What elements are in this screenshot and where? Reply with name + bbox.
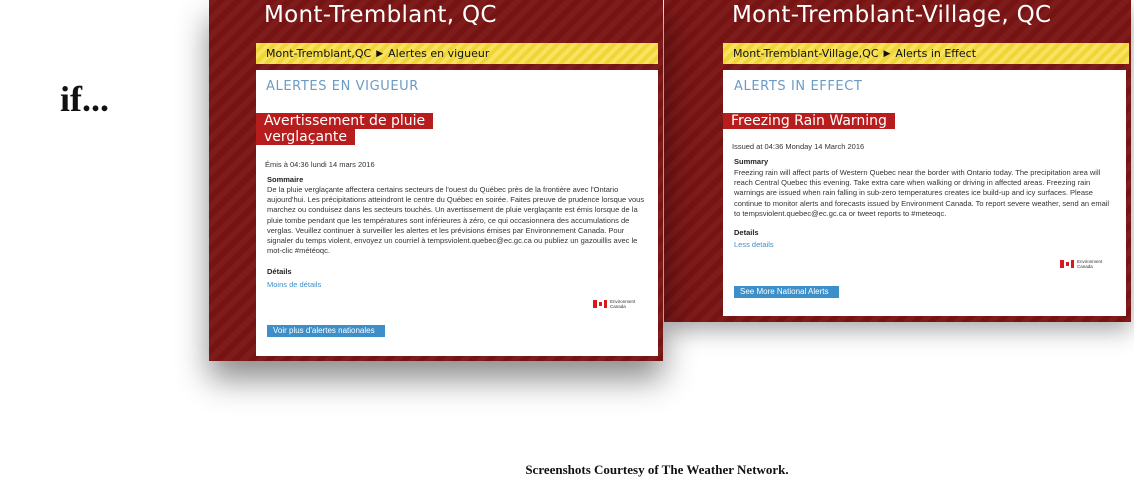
breadcrumb-location-link[interactable]: Mont-Tremblant,QC (266, 47, 372, 60)
environment-canada-logo (593, 299, 635, 309)
summary-text: De la pluie verglaçante affectera certains secteurs de l'ouest du Québec près de la frontière avec l'Ontario aujourd'hui. Les précipitations atteindront le centre du Québec en soirée. Faites preuve de prudence lorsque vous marchez ou conduisez dans les secteurs touchés. Un avertissement de pluie verglaçante est émis lorsque de la pluie tombe pendant que les températures sont inférieures à zéro, ce qui occasionnera des accumulations de verglas. Veuillez continuer à surveiller les alertes et les prévisions émises par Environnement Canada. Pour signaler du temps violent, envoyez un courriel à tempsviolent.quebec@ec.gc.ca ou publiez un gazouillis avec le mot-clic #météoqc. (267, 185, 645, 256)
alert-title-line-2: verglaçante (256, 129, 355, 145)
canada-flag-icon (1060, 260, 1074, 268)
details-label: Details (734, 228, 759, 237)
canada-flag-icon (593, 300, 607, 308)
section-heading: ALERTS IN EFFECT (734, 79, 863, 94)
alert-title-line-1: Freezing Rain Warning (723, 113, 895, 129)
environment-canada-logo (1060, 259, 1102, 269)
details-label: Détails (267, 267, 292, 276)
city-title: Mont-Tremblant-Village, QC (732, 2, 1052, 28)
french-alert-window (209, 0, 663, 361)
city-title: Mont-Tremblant, QC (264, 2, 497, 28)
agency-line-2: Canada (610, 304, 626, 309)
section-heading: ALERTES EN VIGUEUR (266, 79, 419, 94)
less-details-link[interactable]: Less details (734, 240, 774, 249)
alert-panel (256, 70, 658, 356)
summary-text: Freezing rain will affect parts of Western Quebec near the border with Ontario today. The precipitation area will reach Central Quebec this evening. Take extra care when walking or driving in affected areas. Freezing rain warnings are issued when rain falling in sub-zero temperatures creates ice build-up and icy surfaces. Please continue to monitor alerts and forecasts issued by Environment Canada. To report severe weather, send an email to tempsviolent.quebec@ec.gc.ca or tweet reports to #meteoqc. (734, 168, 1110, 218)
english-alert-window (664, 0, 1131, 322)
more-national-alerts-button[interactable]: Voir plus d'alertes nationales (267, 325, 385, 337)
issued-timestamp: Émis à 04:36 lundi 14 mars 2016 (265, 160, 375, 169)
agency-line-1: Environment (1077, 259, 1103, 264)
caption: Screenshots Courtesy of The Weather Network. (525, 462, 789, 477)
alert-title-line-1: Avertissement de pluie (256, 113, 433, 129)
breadcrumb-current: Alertes en vigueur (388, 47, 490, 60)
triangle-right-icon: ▶ (376, 48, 384, 59)
more-national-alerts-button[interactable]: See More National Alerts (734, 286, 839, 298)
triangle-right-icon: ▶ (883, 48, 891, 59)
breadcrumb (723, 43, 1129, 64)
intro-text: if... (60, 79, 109, 119)
issued-timestamp: Issued at 04:36 Monday 14 March 2016 (732, 142, 865, 151)
alert-title (723, 113, 895, 129)
alert-title (256, 113, 433, 145)
summary-label: Summary (734, 157, 769, 166)
agency-line-1: Environment (610, 299, 636, 304)
summary-label: Sommaire (267, 175, 304, 184)
less-details-link[interactable]: Moins de détails (267, 280, 322, 289)
agency-line-2: Canada (1077, 264, 1093, 269)
alert-panel (723, 70, 1126, 316)
breadcrumb (256, 43, 658, 64)
breadcrumb-location-link[interactable]: Mont-Tremblant-Village,QC (733, 47, 879, 60)
breadcrumb-current: Alerts in Effect (895, 47, 977, 60)
